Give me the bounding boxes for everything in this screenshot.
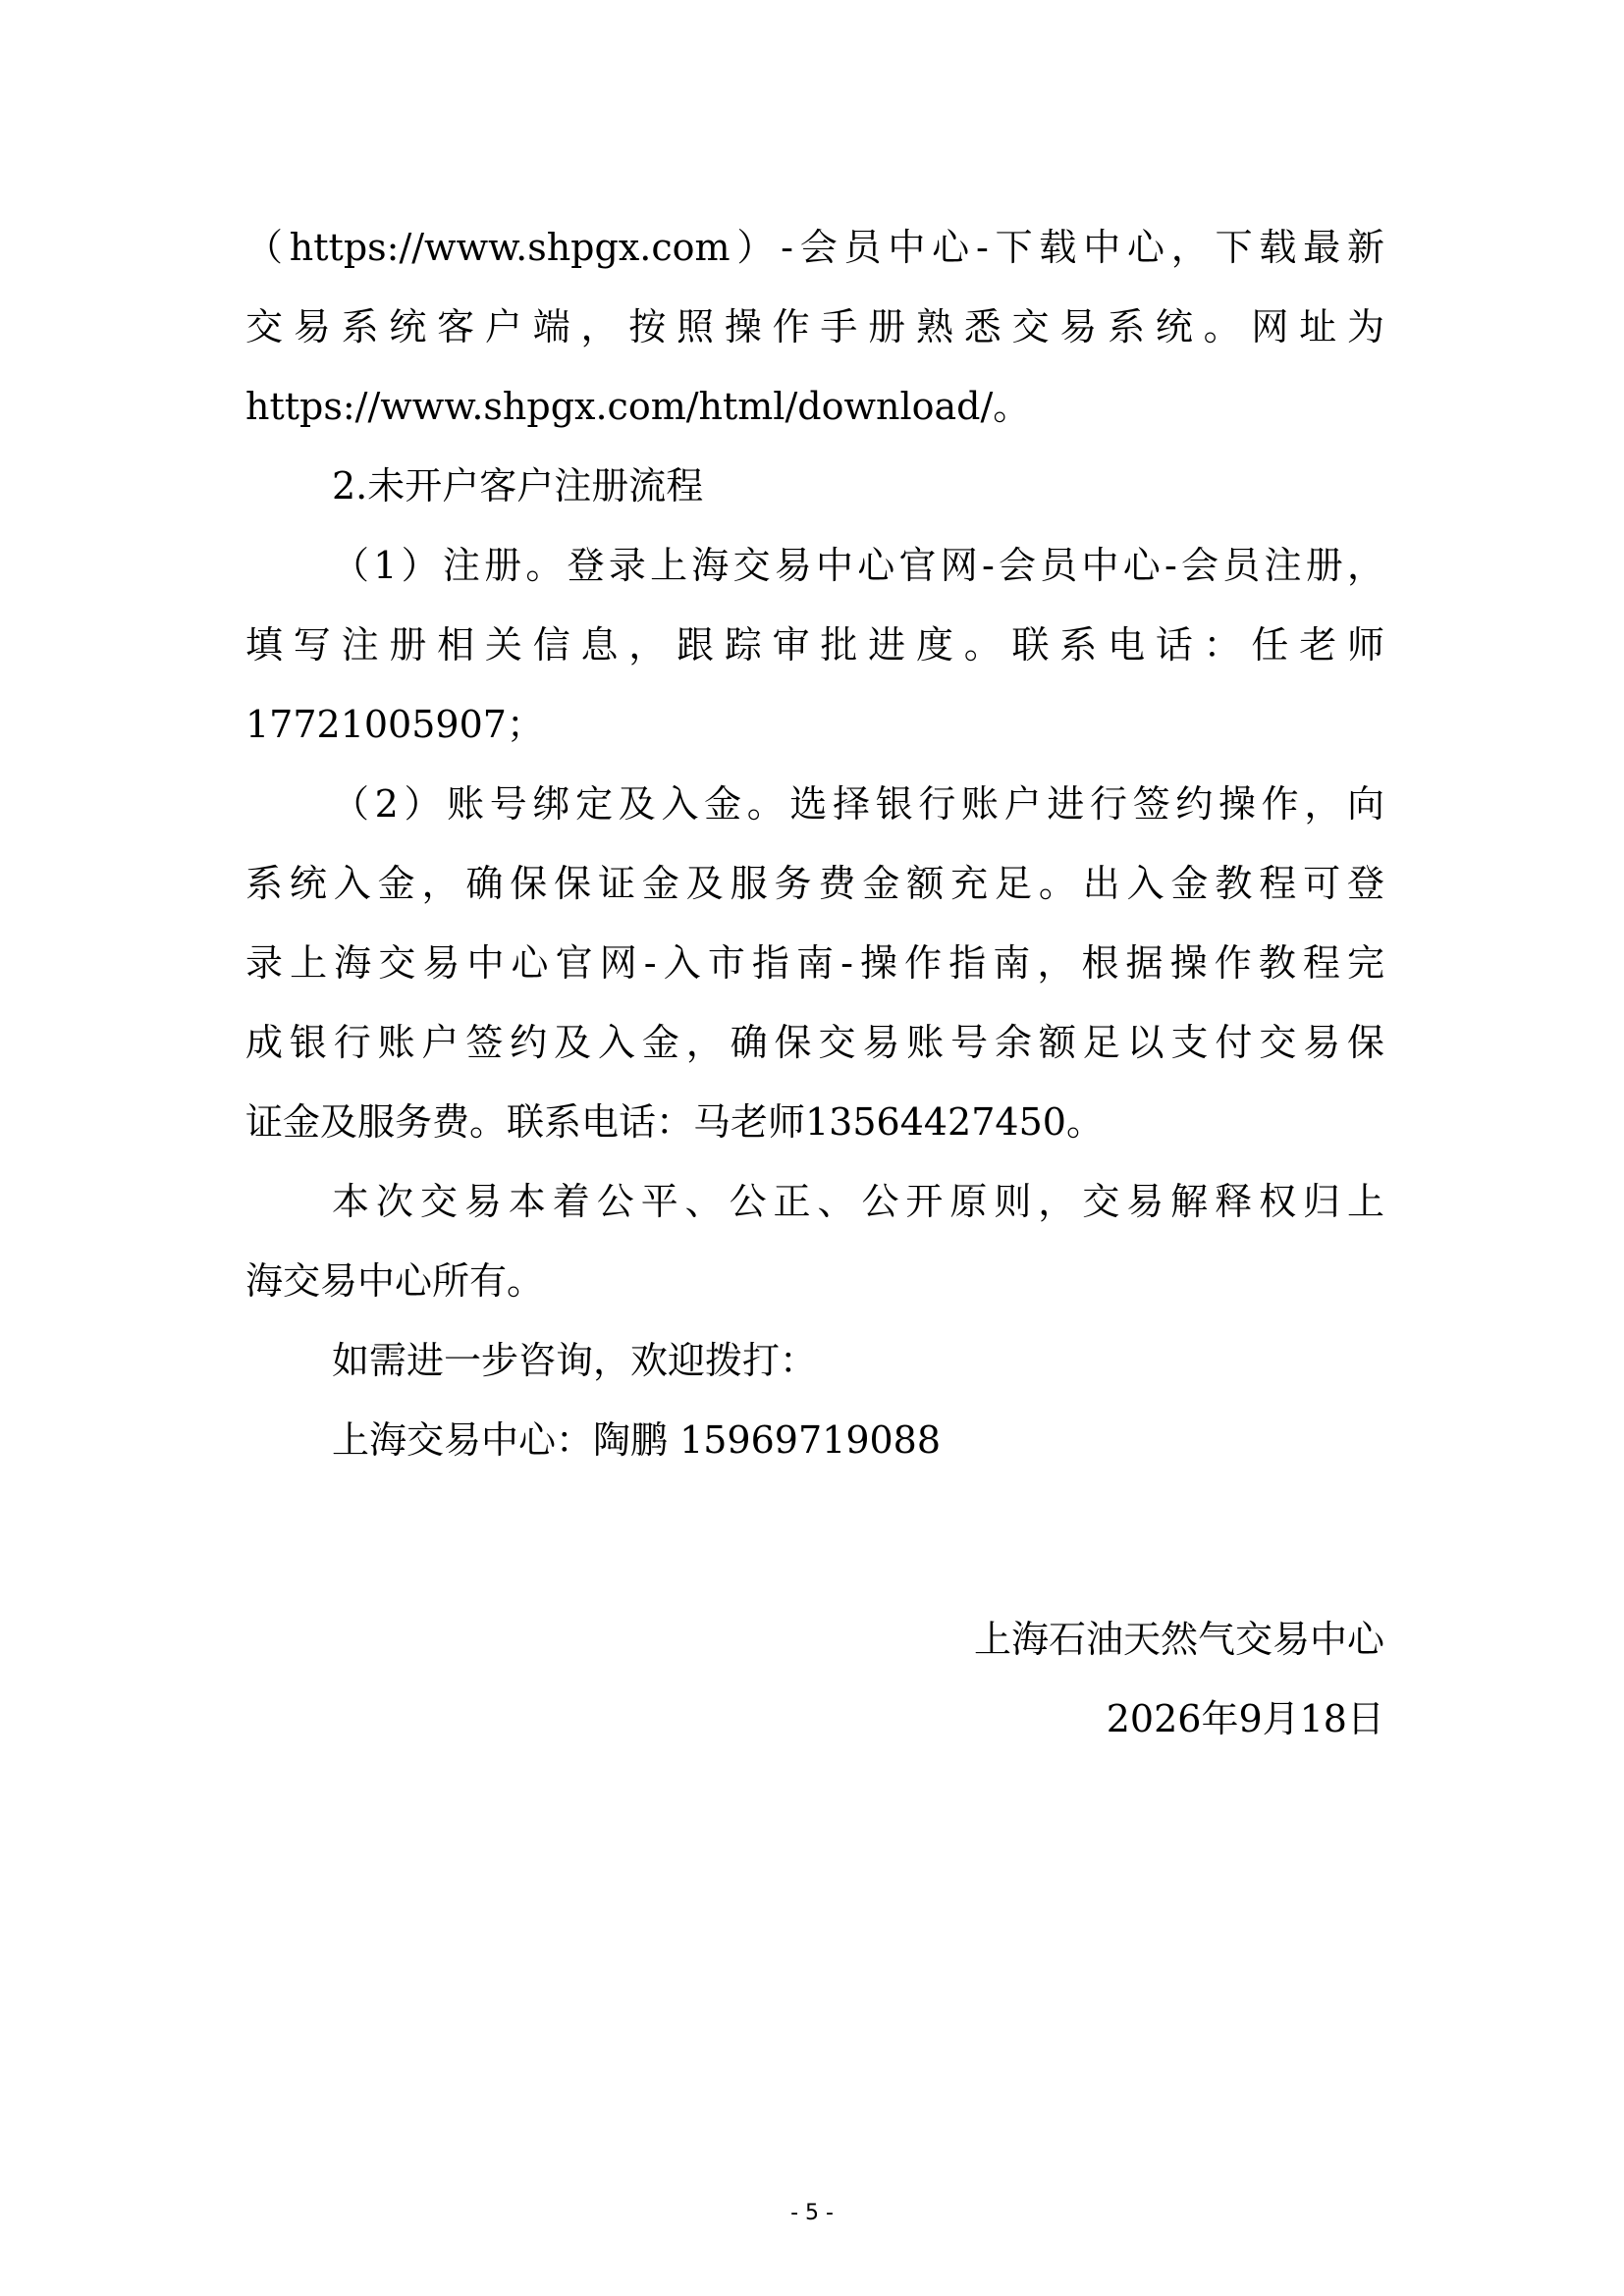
text-line: 海交易中心所有。 (245, 1259, 545, 1303)
page-number: - 5 - (790, 2201, 834, 2225)
signature-date: 2026年9月18日 (1106, 1697, 1384, 1740)
text-line: 如需进一步咨询，欢迎拨打： (332, 1339, 818, 1382)
text-line: 证金及服务费。联系电话：马老师13564427450。 (245, 1100, 1104, 1144)
principle-paragraph (245, 1162, 1384, 1321)
text-line: 填写注册相关信息，跟踪审批进度。联系电话：任老师 (245, 623, 1384, 667)
section-heading-registration (245, 447, 1384, 526)
text-line: 系统入金，确保保证金及服务费金额充足。出入金教程可登 (245, 862, 1384, 905)
text-line: 本次交易本着公平、公正、公开原则，交易解释权归上 (332, 1180, 1384, 1223)
text-line: （https://www.shpgx.com）-会员中心-下载中心，下载最新 (245, 226, 1384, 269)
text-line: （1）注册。登录上海交易中心官网-会员中心-会员注册， (332, 544, 1384, 587)
section-heading: 2.未开户客户注册流程 (332, 464, 704, 507)
contact-line: 上海交易中心：陶鹏 15969719088 (332, 1418, 942, 1462)
contact-paragraph (245, 1321, 1384, 1480)
text-line: 交易系统客户端，按照操作手册熟悉交易系统。网址为 (245, 305, 1384, 348)
text-line: （2）账号绑定及入金。选择银行账户进行签约操作，向 (332, 782, 1384, 826)
download-paragraph (245, 208, 1384, 447)
text-line: 录上海交易中心官网-入市指南-操作指南，根据操作教程完 (245, 941, 1384, 985)
signature-organization: 上海石油天然气交易中心 (973, 1618, 1384, 1661)
text-line: 成银行账户签约及入金，确保交易账号余额足以支付交易保 (245, 1021, 1384, 1064)
text-line: https://www.shpgx.com/html/download/。 (245, 385, 1031, 428)
text-line: 17721005907； (245, 703, 544, 746)
step-1-paragraph (245, 526, 1384, 765)
step-2-paragraph (245, 765, 1384, 1162)
